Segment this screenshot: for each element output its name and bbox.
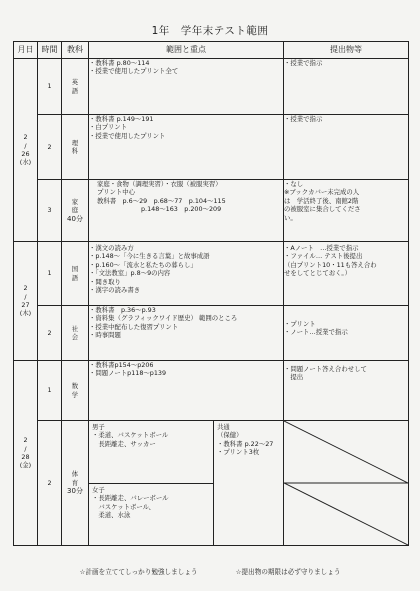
scope-line: ・聞き取り (89, 277, 121, 286)
scope-line: ・教科書 p.80～114 (89, 59, 150, 67)
scope-line: ・時事問題 (89, 331, 121, 340)
subject-cell (62, 361, 89, 421)
submit-line: （白プリント10・11も答え合わ (284, 260, 377, 269)
subject-cell (62, 421, 89, 546)
header-month-day: 月日 (14, 42, 38, 59)
subject-duration: 30分 (67, 487, 83, 496)
scope-cell (89, 306, 284, 361)
day-cell (14, 59, 38, 242)
scope-line: ・白プリント (89, 123, 128, 132)
scope-line: ・授業で使用したプリント全て (89, 67, 179, 76)
header-period: 時間 (38, 42, 62, 59)
footer-right-note: ☆提出物の期限は必ず守りましょう (235, 568, 341, 576)
submit-cell (284, 115, 409, 180)
day-weekday: (金) (19, 461, 32, 470)
pe-girls-line: 柔道、水泳 (92, 511, 131, 520)
scope-cell (89, 242, 284, 306)
period-cell: 2 (38, 306, 62, 361)
subject-cell (62, 115, 89, 180)
submit-cell (284, 306, 409, 361)
subject-duration: 40分 (67, 214, 83, 223)
scope-line: ・教科書 p.149～191 (89, 115, 154, 123)
submit-line: は 学活終了後、南館2階 (284, 196, 359, 205)
day-slash: / (24, 444, 27, 453)
subject-char: 数 (71, 382, 79, 391)
submit-line: せをしてとじておく。） (284, 269, 351, 278)
submit-cell-empty (284, 421, 409, 546)
submit-line: い。 (284, 213, 297, 222)
table-row (14, 306, 409, 361)
scope-line: 教科書 p.6～29 p.68～77 p.104～115 (97, 196, 226, 205)
scope-line: ・「文法教室」p.8～9の内容 (89, 269, 171, 278)
scope-line: ・問題ノートp118～p139 (89, 369, 167, 378)
crossed-out-lines (284, 421, 408, 545)
header-scope: 範囲と重点 (89, 42, 284, 59)
submit-line: ・授業で指示 (284, 59, 323, 67)
submit-cell (284, 361, 409, 421)
scope-cell (89, 421, 284, 546)
table-row (14, 242, 409, 306)
submit-cell (284, 242, 409, 306)
period-cell: 3 (38, 180, 62, 242)
pe-girls-line: バスケットボール、 (92, 502, 155, 511)
submit-line: 提出 (284, 373, 304, 382)
header-submit: 提出物等 (284, 42, 409, 59)
subject-char: 語 (71, 273, 79, 282)
scope-line: ・漢字の読み書き (89, 286, 141, 295)
table-row (14, 59, 409, 115)
submit-line: ・なし (284, 180, 304, 188)
pe-girls-title: 女子 (92, 486, 105, 494)
period-cell: 1 (38, 59, 62, 115)
page-title: 1年 学年末テスト範囲 (151, 25, 269, 37)
scope-line: ・教科書 p.36～p.93 (89, 306, 156, 314)
subject-char: 国 (71, 265, 79, 274)
submit-line: ・ノート…授業で指示 (284, 328, 348, 337)
pe-scope (89, 421, 283, 545)
pe-boys-line: 長距離走、サッカー (92, 439, 156, 448)
day-cell (14, 361, 38, 546)
day-date: 27 (21, 301, 30, 309)
subject-cell (62, 180, 89, 242)
submit-line: ・問題ノート答え合わせして (284, 365, 367, 373)
scope-line: ・授業中配布した復習プリント (89, 322, 179, 331)
table-row (14, 180, 409, 242)
scope-line: プリント中心 (97, 188, 136, 197)
day-cell (14, 242, 38, 361)
footer-left-note: ☆計画を立ててしっかり勉強しましょう (79, 568, 198, 576)
day-slash: / (24, 141, 27, 150)
scope-cell (89, 361, 284, 421)
day-weekday: (水) (19, 158, 32, 167)
scope-cell (89, 59, 284, 115)
day-date: 28 (21, 453, 30, 461)
subject-char: 学 (71, 390, 79, 399)
submit-cell (284, 180, 409, 242)
table-row (14, 115, 409, 180)
subject-char: 科 (71, 147, 79, 155)
subject-char: 家 (71, 197, 79, 206)
day-month: 2 (23, 436, 28, 445)
period-cell: 1 (38, 242, 62, 306)
day-slash: / (24, 292, 27, 301)
submit-line: ・プリント (284, 320, 316, 328)
day-month: 2 (23, 284, 28, 293)
table-row (14, 421, 409, 546)
pe-girls-box (89, 484, 214, 545)
subject-char: 理 (71, 138, 79, 147)
scope-cell (89, 115, 284, 180)
pe-boys-line: ・柔道、バスケットボール (92, 431, 169, 440)
subject-char: 英 (71, 78, 79, 87)
scope-line: ・漢文の読み方 (89, 244, 134, 252)
table-row (14, 361, 409, 421)
pe-common-line: ・プリント3枚 (217, 448, 260, 457)
header-row (14, 42, 409, 59)
scope-line: p.148～163 p.200～209 (141, 205, 222, 214)
subject-cell (62, 59, 89, 115)
pe-common-line: ・教科書 p.22～27 (217, 439, 274, 448)
pe-common-line: （保健） (217, 431, 243, 440)
scope-line: 家庭・食物（調理実習）・衣服（被服実習） (97, 180, 222, 188)
pe-common-title: 共通 (217, 423, 230, 431)
scope-line: ・p.160～「流水と私たちの暮らし」 (89, 260, 197, 269)
submit-line: ※ブックカバー未完成の人 (284, 188, 360, 197)
subject-char: 語 (71, 86, 79, 95)
subject-cell (62, 242, 89, 306)
scope-line: ・p.148～「今に生きる言葉」と故事成語 (89, 252, 210, 261)
submit-line: の被服室に集合してくださ (284, 205, 361, 214)
footer-notes (0, 566, 420, 576)
subject-char: 社 (71, 324, 79, 333)
day-weekday: (木) (19, 309, 32, 318)
pe-girls-line: ・長距離走、バレーボール (92, 494, 169, 503)
pe-common-box (214, 421, 283, 545)
pe-boys-box (89, 421, 214, 484)
schedule-table (13, 41, 409, 546)
scope-cell (89, 180, 284, 242)
day-date: 26 (21, 150, 30, 158)
period-cell: 2 (38, 421, 62, 546)
subject-char: 体 (71, 470, 79, 479)
subject-char: 会 (71, 333, 79, 341)
submit-line: ・Aノート …授業で指示 (284, 244, 359, 252)
header-subject: 教科 (62, 42, 89, 59)
subject-char: 庭 (71, 206, 79, 215)
submit-line: ・ファイル… テスト後提出 (284, 252, 363, 261)
period-cell: 2 (38, 115, 62, 180)
strike-line (284, 421, 408, 483)
subject-char: 育 (71, 478, 79, 487)
day-month: 2 (23, 133, 28, 142)
subject-cell (62, 306, 89, 361)
scope-line: ・教科書p154～p206 (89, 361, 154, 369)
strike-line (284, 483, 408, 545)
submit-line: ・授業で指示 (284, 115, 323, 123)
scope-line: ・資料集（グラフィックワイド歴史） 範囲のところ (89, 314, 238, 323)
scope-line: ・授業で使用したプリント (89, 131, 166, 140)
submit-cell (284, 59, 409, 115)
pe-boys-title: 男子 (92, 423, 105, 431)
period-cell: 1 (38, 361, 62, 421)
